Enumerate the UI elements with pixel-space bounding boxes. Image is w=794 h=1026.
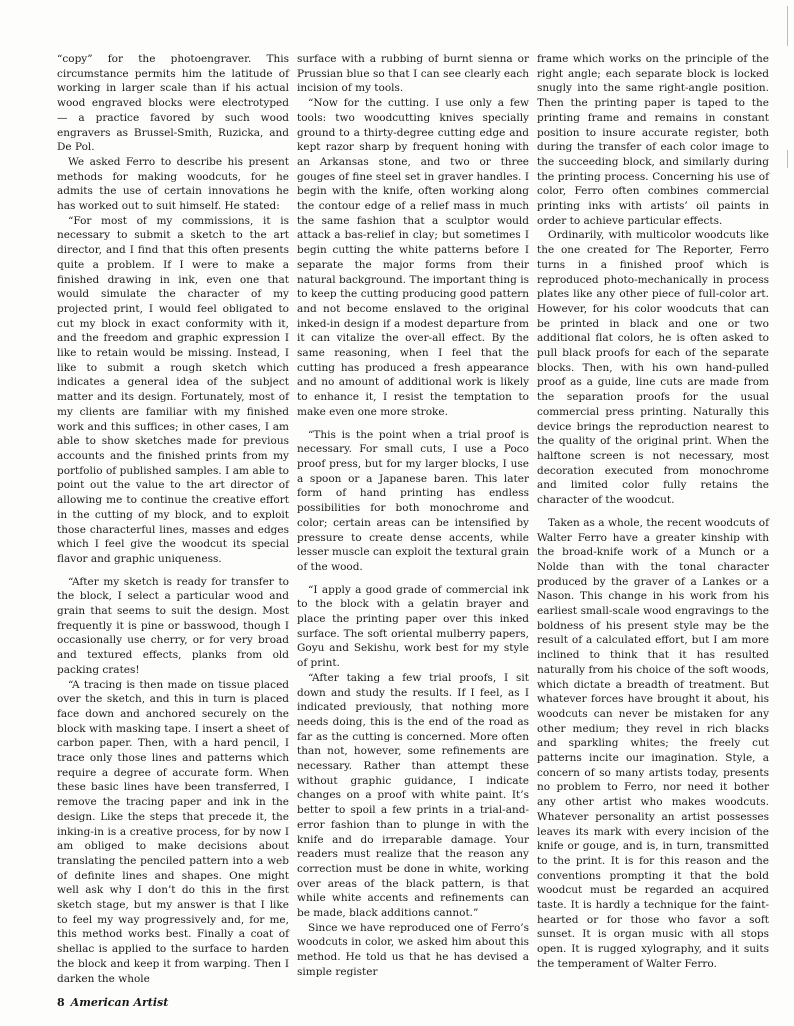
paragraph: “This is the point when a trial proof is necessary. For small cuts, I use a Poco proof press, but for my larger blocks, I use a spoon or a Japanese baren. This later form of hand printing has endless possibilities for both monochrome and color; certain areas can be intensified by pressure to create dense accents, while lesser muscle can exploit the textural grain of the wood.	[297, 428, 529, 573]
paragraph: “I apply a good grade of commercial ink to the block with a gelatin brayer and place the printing paper over this inked surface. The soft oriental mulberry papers, Goyu and Sekishu, work best for my style of print.	[297, 583, 529, 670]
paragraph: “After my sketch is ready for transfer to the block, I select a particular wood and grain that seems to suit the design. Most frequently it is pine or basswood, though I occasionally use cherry, or for very broad and textured effects, planks from old packing crates!	[57, 575, 289, 676]
page-edge-mark	[787, 6, 788, 46]
paragraph: Ordinarily, with multicolor woodcuts like the one created for The Reporter, Ferro turns in a finished proof which is reproduced photo-mechanically in process plates like any other piece of full-color art. However, for his color woodcuts that can be printed in black and one or two additional flat colors, he is often asked to pull black proofs for each of the separate blocks. Then, with his own hand-pulled proof as a guide, line cuts are made from the separation proofs for the usual commercial press printing. Naturally this device brings the reproduction nearest to the quality of the original print. When the halftone screen is not necessary, most decoration executed from monochrome and limited color fully retains the character of the woodcut.	[537, 229, 769, 507]
paragraph: surface with a rubbing of burnt sienna or Prussian blue so that I can see clearly each incision of my tools.	[297, 53, 529, 95]
paragraph: Taken as a whole, the recent woodcuts of Walter Ferro have a greater kinship with the broad-knife work of a Munch or a Nolde than with the tonal character produced by the graver of a Lankes or a Nason. This change in his work from his earliest small-scale wood engravings to the boldness of his present style may be the result of a calculated effort, but I am more inclined to think that it has resulted naturally from his choice of the soft woods, which dictate a breadth of treatment. But whatever forces have brought it about, his woodcuts can never be mistaken for any other medium; they revel in rich blacks and sparkling whites; the freely cut patterns incite our imagination. Style, a concern of so many artists today, presents no problem to Ferro, nor need it bother any other artist who makes woodcuts. Whatever personality an artist possesses leaves its mark with every incision of the knife or gouge, and is, in turn, transmitted to the print. It is for this reason and the conventions prompting it that the bold woodcut must be regarded an acquired taste. It is hardly a technique for the faint-hearted or for those who favor a soft sunset. It is organ music with all stops open. It is rugged xylography, and it suits the temperament of Walter Ferro.	[537, 516, 769, 970]
paragraph: Since we have reproduced one of Ferro’s woodcuts in color, we asked him about this method. He told us that he has devised a simple register	[297, 921, 529, 978]
page-edge-mark	[787, 150, 788, 168]
page-footer	[57, 996, 168, 1009]
page-number: 8	[57, 996, 65, 1009]
paragraph: “copy” for the photoengraver. This circumstance permits him the latitude of working in larger scale than if his actual wood engraved blocks were electrotyped — a practice favored by such wood engravers as Brussel-Smith, Ruzicka, and De Pol.	[57, 53, 289, 154]
magazine-name: American Artist	[70, 996, 169, 1009]
paragraph: “For most of my commissions, it is necessary to submit a sketch to the art director, and I find that this often presents quite a problem. If I were to make a finished drawing in ink, even one that would simulate the character of my projected print, I would feel obligated to cut my block in exact conformity with it, and the freedom and graphic expression I like to retain would be missing. Instead, I like to submit a rough sketch which indicates a general idea of the subject matter and its design. Fortunately, most of my clients are familiar with my finished work and this suffices; in other cases, I am able to show sketches made for previous accounts and the finished prints from my portfolio of published samples. I am able to point out the value to the art director of allowing me to continue the creative effort in the cutting of my block, and to exploit those characterful lines, masses and edges which I feel give the woodcut its special flavor and graphic uniqueness.	[57, 214, 289, 565]
paragraph: “After taking a few trial proofs, I sit down and study the results. If I feel, as I indicated previously, that nothing more needs doing, this is the end of the road as far as the cutting is concerned. More often than not, however, some refinements are necessary. Rather than attempt these without graphic guidance, I indicate changes on a proof with white paint. It’s better to spoil a few prints in a trial-and-error fashion than to plunge in with the knife and do irreparable damage. Your readers must realize that the reason any correction must be done in white, working over areas of the black pattern, is that while white accents and refinements can be made, black additions cannot.”	[297, 671, 529, 920]
paragraph: “A tracing is then made on tissue placed over the sketch, and this in turn is placed face down and anchored securely on the block with masking tape. I insert a sheet of carbon paper. Then, with a hard pencil, I trace only those lines and patterns which require a degree of accurate form. When these basic lines have been transferred, I remove the tracing paper and ink in the design. Like the steps that precede it, the inking-in is a creative process, for by now I am obliged to make decisions about translating the penciled pattern into a web of definite lines and shapes. One might well ask why I don’t do this in the first sketch stage, but my answer is that I like to feel my way progressively and, for me, this method works best. Finally a coat of shellac is applied to the surface to harden the block and keep it from warping. Then I darken the whole	[57, 678, 289, 985]
text-column-3	[537, 52, 769, 972]
paragraph: We asked Ferro to describe his present methods for making woodcuts, for he admits the use of certain innovations he has worked out to suit himself. He stated:	[57, 155, 289, 213]
text-column-2	[297, 52, 529, 980]
paragraph: frame which works on the principle of the right angle; each separate block is locked snugly into the same right-angle position. Then the printing paper is taped to the printing frame and remains in constant position to insure accurate register, both during the transfer of each color image to the succeeding block, and similarly during the printing process. Concerning his use of color, Ferro often combines commercial printing inks with artists’ oil paints in order to achieve particular effects.	[537, 53, 769, 227]
paragraph: “Now for the cutting. I use only a few tools: two woodcutting knives specially ground to a thirty-degree cutting edge and kept razor sharp by frequent honing with an Arkansas stone, and two or three gouges of fine steel set in graver handles. I begin with the knife, often working along the contour edge of a relief mass in much the same fashion that a sculptor would attack a bas-relief in clay; but sometimes I begin cutting the white patterns before I separate the major forms from their natural background. The important thing is to keep the cutting producing good pattern and not become enslaved to the original inked-in design if a modest departure from it can vitalize the over-all effect. By the same reasoning, when I feel that the cutting has produced a fresh appearance and no amount of additional work is likely to enhance it, I resist the temptation to make even one more stroke.	[297, 97, 529, 418]
text-column-1	[57, 52, 289, 986]
